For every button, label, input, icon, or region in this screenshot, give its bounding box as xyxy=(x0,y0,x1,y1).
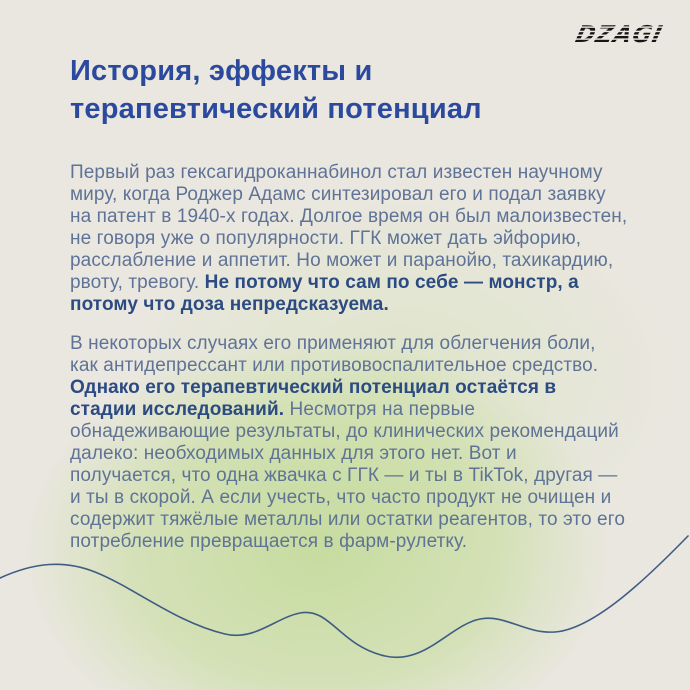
paragraph xyxy=(70,333,628,553)
dzagi-logo: DZAGI xyxy=(572,22,666,48)
paragraph-text: Первый раз гексагидроканнабинол стал известен научному миру, когда Роджер Адамс синтезировал его и подал заявку на патент в 1940-х годах. Долгое время он был малоизвестен, не говоря уже о популярности. ГГК может дать эйфорию, расслабление и аппетит. Но может и паранойю, тахикардию, рвоту, тревогу. xyxy=(70,162,628,293)
content-area xyxy=(70,52,628,570)
paragraph-bold-text: Не потому что сам по себе — монстр, а потому что доза непредсказуема. xyxy=(70,272,579,315)
paragraph xyxy=(70,162,628,316)
paragraph-text: В некоторых случаях его применяют для облегчения боли, как антидепрессант или противовоспалительное средство. xyxy=(70,333,599,376)
article-body xyxy=(70,162,628,553)
page-title: История, эффекты и терапевтический потенциал xyxy=(70,55,482,125)
paragraph-text: Несмотря на первые обнадеживающие результаты, до клинических рекомендаций далеко: необходимых данных для этого нет. Вот и получается, что одна жвачка с ГГК — и ты в TikTok, другая — и ты в скорой. А если учесть, что часто продукт не очищен и содержит тяжёлые металлы или остатки реагентов, то это его потребление превращается в фарм-рулетку. xyxy=(70,399,625,552)
paragraph-bold-text: Однако его терапевтический потенциал остаётся в стадии исследований. xyxy=(70,377,557,420)
